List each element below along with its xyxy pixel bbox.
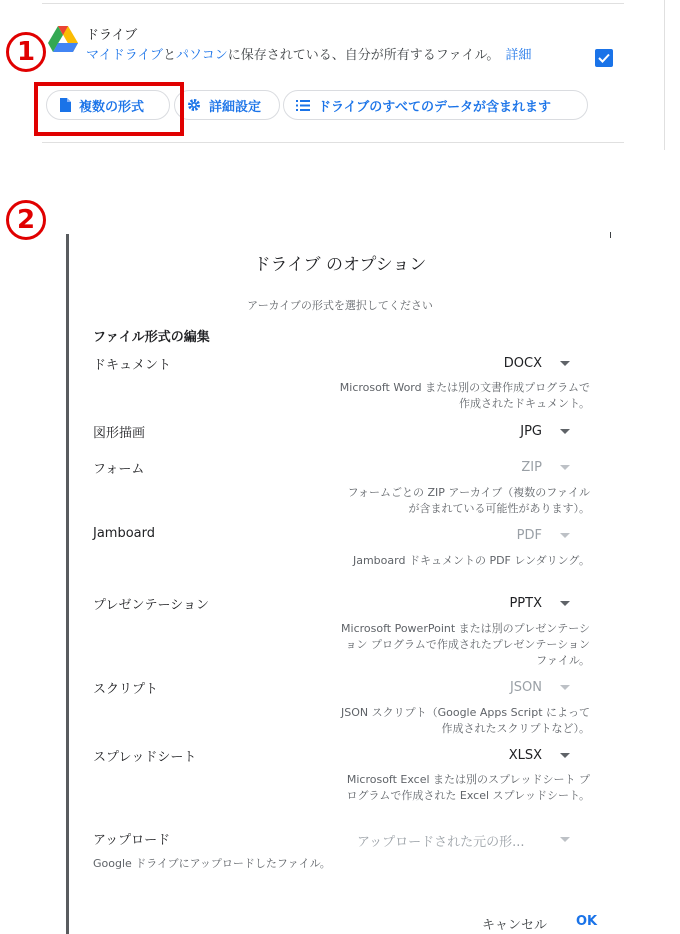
option-desc-form: フォームごとの ZIP アーカイブ（複数のファイルが含まれている可能性があります）。 (347, 486, 590, 515)
dialog-subtitle: アーカイブの形式を選択してください (247, 299, 433, 312)
dropdown-arrow-icon (560, 533, 570, 538)
option-label-jamboard: Jamboard (93, 526, 156, 541)
dropdown-arrow-icon[interactable] (560, 601, 570, 606)
dropdown-arrow-icon[interactable] (560, 361, 570, 366)
my-drive-link[interactable]: マイドライブ (86, 48, 163, 63)
option-desc-jamboard: Jamboard ドキュメントの PDF レンダリング。 (352, 554, 590, 567)
dropdown-arrow-icon (560, 837, 570, 842)
dropdown-arrow-icon[interactable] (560, 753, 570, 758)
dropdown-arrow-icon (560, 685, 570, 690)
drive-description (86, 44, 531, 63)
details-link[interactable]: 詳細 (505, 48, 532, 63)
option-label-drawing: 図形描画 (93, 426, 146, 441)
advanced-settings-button[interactable] (174, 90, 280, 120)
all-data-included-label: ドライブのすべてのデータが含まれます (318, 99, 551, 115)
list-icon (296, 100, 310, 111)
dropdown-arrow-icon[interactable] (560, 429, 570, 434)
edit-formats-heading: ファイル形式の編集 (93, 330, 210, 345)
multiple-formats-label: 複数の形式 (79, 99, 145, 115)
desc-rest-text: に保存されている、自分が所有するファイル。 (227, 48, 500, 63)
bottom-divider (42, 142, 624, 143)
option-select-presentation[interactable]: PPTX (509, 596, 542, 611)
option-desc-spreadsheet: Microsoft Excel または別のスプレッドシート プログラムで作成された Excel スプレッドシート。 (346, 773, 590, 802)
step-1-badge: 1 (6, 32, 46, 72)
highlight-box (34, 82, 184, 136)
step-2-badge: 2 (6, 200, 46, 240)
option-label-presentation: プレゼンテーション (93, 598, 209, 613)
cancel-button[interactable]: キャンセル (482, 918, 548, 933)
google-drive-icon (48, 26, 78, 52)
dialog-title: ドライブ のオプション (253, 255, 427, 275)
option-desc-presentation: Microsoft PowerPoint または別のプレゼンテーション プログラムで作成されたプレゼンテーション ファイル。 (341, 622, 590, 667)
option-select-document[interactable]: DOCX (503, 356, 542, 371)
option-select-spreadsheet[interactable]: XLSX (508, 748, 542, 763)
option-desc-script: JSON スクリプト（Google Apps Script によって作成されたスクリプトなど）。 (340, 706, 590, 735)
computers-link[interactable]: パソコン (175, 48, 228, 63)
option-select-form: ZIP (521, 460, 542, 475)
top-divider (42, 3, 624, 4)
option-label-upload: アップロード (93, 833, 171, 848)
drive-title: ドライブ (86, 28, 138, 43)
all-data-included-button[interactable] (283, 90, 588, 120)
dropdown-arrow-icon (560, 465, 570, 470)
option-label-document: ドキュメント (93, 358, 172, 373)
option-select-jamboard: PDF (516, 528, 542, 543)
option-desc-document: Microsoft Word または別の文書作成プログラムで作成されたドキュメント。 (339, 381, 590, 410)
option-select-script: JSON (509, 680, 542, 695)
check-icon (597, 51, 611, 65)
option-label-spreadsheet: スプレッドシート (93, 750, 197, 765)
ok-button[interactable]: OK (576, 914, 598, 929)
option-select-upload: アップロードされた元の形... (357, 835, 525, 850)
option-select-drawing[interactable]: JPG (520, 424, 542, 439)
option-label-form: フォーム (93, 462, 145, 477)
right-rule (664, 0, 665, 150)
drive-include-checkbox[interactable] (595, 49, 613, 67)
desc-and-text: と (162, 48, 176, 63)
option-label-script: スクリプト (93, 682, 159, 697)
option-desc-upload: Google ドライブにアップロードしたファイル。 (93, 857, 331, 870)
gear-icon (187, 98, 201, 112)
dialog-left-edge (66, 234, 69, 934)
dialog-right-edge (610, 232, 611, 238)
advanced-settings-label: 詳細設定 (209, 99, 262, 115)
